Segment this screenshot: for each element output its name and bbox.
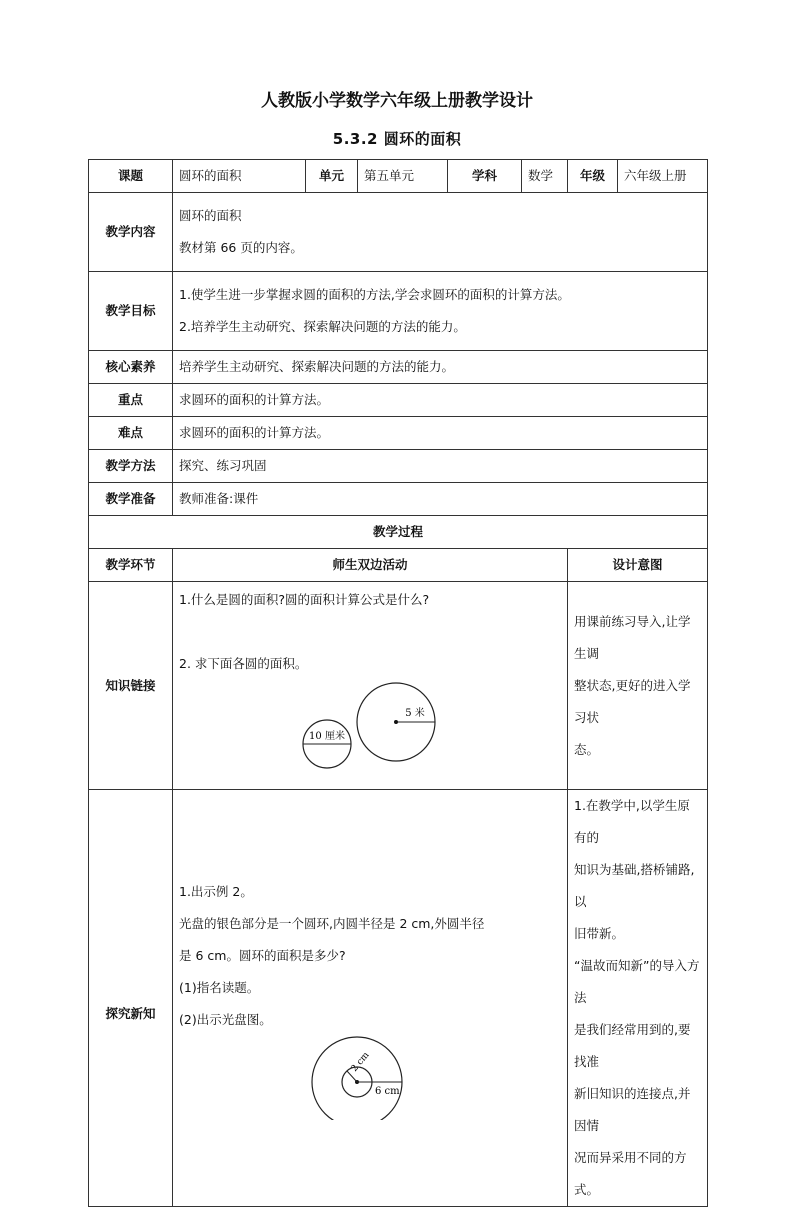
- method-text: 探究、练习巩固: [173, 450, 708, 483]
- explore-line: 是 6 cm。圆环的面积是多少?: [179, 948, 346, 963]
- link-question-2: 2. 求下面各圆的面积。: [179, 655, 308, 671]
- disc-svg: [179, 1036, 519, 1120]
- explore-intent-line: 知识为基础,搭桥铺路,以: [574, 862, 695, 909]
- process-col-stage: 教学环节: [89, 549, 173, 582]
- subject-value: 数学: [522, 160, 568, 193]
- goals-cell: [173, 272, 708, 351]
- link-intent-line: 用课前练习导入,让学生调: [574, 613, 691, 661]
- process-title: 教学过程: [89, 516, 708, 549]
- explore-label: 探究新知: [89, 790, 173, 1207]
- link-row: [89, 582, 708, 790]
- disc-outer-circle: [312, 1037, 402, 1120]
- grade-label: 年级: [568, 160, 618, 193]
- page-subtitle: 5.3.2 圆环的面积: [332, 130, 462, 148]
- key-row: [89, 384, 708, 417]
- literacy-text: 培养学生主动研究、探索解决问题的方法的能力。: [173, 351, 708, 384]
- content-line: 教材第 66 页的内容。: [179, 240, 303, 255]
- explore-intent-line: 1.在教学中,以学生原有的: [574, 798, 690, 845]
- link-question-1: 1.什么是圆的面积?圆的面积计算公式是什么?: [179, 591, 430, 607]
- process-col-activity: 师生双边活动: [173, 549, 568, 582]
- explore-activity: [173, 790, 568, 1207]
- disc-inner-label: 2 cm: [349, 1050, 372, 1074]
- method-row: [89, 450, 708, 483]
- unit-label: 单元: [306, 160, 358, 193]
- link-activity: [173, 582, 568, 790]
- literacy-row: [89, 351, 708, 384]
- topic-value: 圆环的面积: [173, 160, 306, 193]
- goals-row: [89, 272, 708, 351]
- big-circle-label: 5 米: [405, 707, 425, 719]
- content-line: 圆环的面积: [179, 208, 242, 223]
- content-cell: [173, 193, 708, 272]
- explore-intent-line: 况而异采用不同的方式。: [574, 1150, 687, 1197]
- goals-line: 2.培养学生主动研究、探索解决问题的方法的能力。: [179, 319, 466, 334]
- explore-line: (2)出示光盘图。: [179, 1012, 272, 1027]
- process-col-intent: 设计意图: [568, 549, 708, 582]
- page-title: 人教版小学数学六年级上册教学设计: [261, 91, 533, 111]
- big-circle-center: [394, 720, 398, 724]
- circles-svg: [179, 680, 519, 788]
- info-row: [89, 160, 708, 193]
- key-label: 重点: [89, 384, 173, 417]
- process-header-row: [89, 549, 708, 582]
- disc-figure: [179, 1036, 561, 1120]
- link-intent-line: 态。: [574, 741, 600, 757]
- difficulty-text: 求圆环的面积的计算方法。: [173, 417, 708, 450]
- goals-line: 1.使学生进一步掌握求圆的面积的方法,学会求圆环的面积的计算方法。: [179, 287, 570, 302]
- explore-intent-line: 是我们经常用到的,要找准: [574, 1022, 691, 1069]
- grade-value: 六年级上册: [618, 160, 708, 193]
- method-label: 教学方法: [89, 450, 173, 483]
- prep-row: [89, 483, 708, 516]
- explore-intent: [568, 790, 708, 1207]
- explore-intent-line: 旧带新。: [574, 926, 625, 941]
- small-circle-label: 10 厘米: [309, 730, 345, 742]
- circles-figure: [179, 680, 561, 788]
- goals-label: 教学目标: [89, 272, 173, 351]
- link-intent: [568, 582, 708, 790]
- explore-row: [89, 790, 708, 1207]
- prep-text: 教师准备:课件: [173, 483, 708, 516]
- lesson-plan-table: [88, 159, 708, 1207]
- explore-line: (1)指名读题。: [179, 980, 260, 995]
- key-text: 求圆环的面积的计算方法。: [173, 384, 708, 417]
- literacy-label: 核心素养: [89, 351, 173, 384]
- link-label: 知识链接: [89, 582, 173, 790]
- explore-line: 光盘的银色部分是一个圆环,内圆半径是 2 cm,外圆半径: [179, 916, 485, 931]
- process-title-row: [89, 516, 708, 549]
- explore-intent-line: 新旧知识的连接点,并因情: [574, 1086, 691, 1133]
- difficulty-label: 难点: [89, 417, 173, 450]
- unit-value: 第五单元: [358, 160, 448, 193]
- content-label: 教学内容: [89, 193, 173, 272]
- content-row: [89, 193, 708, 272]
- prep-label: 教学准备: [89, 483, 173, 516]
- explore-intent-line: “温故而知新”的导入方法: [574, 958, 700, 1005]
- topic-label: 课题: [89, 160, 173, 193]
- disc-outer-label: 6 cm: [375, 1086, 400, 1097]
- explore-line: 1.出示例 2。: [179, 884, 253, 899]
- link-intent-line: 整状态,更好的进入学习状: [574, 677, 691, 725]
- difficulty-row: [89, 417, 708, 450]
- subject-label: 学科: [448, 160, 522, 193]
